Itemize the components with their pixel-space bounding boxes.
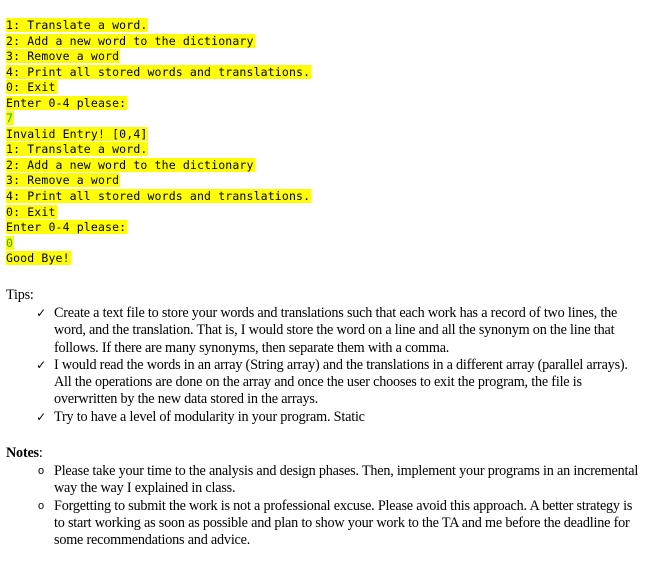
tips-heading: Tips:	[6, 287, 34, 303]
tip-item	[6, 357, 642, 409]
notes-heading: Notes:	[6, 445, 43, 462]
document-body	[6, 287, 642, 550]
circle-bullet-icon: o	[38, 499, 44, 512]
console-output	[6, 18, 311, 267]
note-text: Please take your time to the analysis and design phases. Then, implement your programs in an incremental way the way I explained in class.	[54, 463, 639, 497]
notes-list	[6, 463, 642, 549]
console-prompt: Enter 0-4 please:	[6, 95, 127, 110]
tips-list	[6, 305, 642, 426]
notes-section	[6, 445, 642, 549]
console-line: 0: Exit	[6, 204, 56, 219]
console-line: 1: Translate a word.	[6, 18, 148, 32]
console-line: 0: Exit	[6, 80, 56, 95]
console-line: 1: Translate a word.	[6, 142, 148, 157]
console-goodbye-message: Good Bye!	[6, 251, 70, 266]
console-line: 3: Remove a word	[6, 49, 120, 64]
console-error-message: Invalid Entry! [0,4]	[6, 126, 148, 141]
tips-section	[6, 287, 642, 426]
console-line: 2: Add a new word to the dictionary	[6, 33, 254, 48]
tip-text: Create a text file to store your words and translations such that each work has a record of two lines, the word, and the translation. That is, I would store the word on a line and all the synonym on the line that follows. If there are many synonyms, then separate them with a comma.	[54, 305, 618, 356]
note-item	[6, 463, 642, 498]
tip-text: I would read the words in an array (String array) and the translations in a different array (parallel arrays). All the operations are done on the array and once the user chooses to exit the program, the file is overwritten by the new data stored in the arrays.	[54, 356, 628, 408]
tip-text: Try to have a level of modularity in your program. Static	[54, 408, 365, 425]
circle-bullet-icon: o	[38, 465, 44, 478]
note-text: Forgetting to submit the work is not a professional excuse. Please avoid this approach. A better strategy is to start working as soon as possible and plan to show your work to the TA and me before the deadline for some recommendations and advice.	[54, 497, 633, 549]
console-line: 4: Print all stored words and translations.	[6, 64, 311, 79]
tip-item	[6, 305, 642, 357]
console-line: 4: Print all stored words and translations.	[6, 189, 311, 204]
tip-item	[6, 409, 642, 426]
checkmark-icon: ✓	[36, 409, 46, 424]
console-line: 3: Remove a word	[6, 173, 120, 188]
console-user-input: 7	[6, 111, 14, 126]
checkmark-icon: ✓	[36, 357, 46, 372]
console-prompt: Enter 0-4 please:	[6, 220, 127, 235]
checkmark-icon: ✓	[36, 306, 46, 320]
console-line: 2: Add a new word to the dictionary	[6, 157, 254, 172]
console-user-input: 0	[6, 235, 14, 250]
note-item	[6, 498, 642, 550]
